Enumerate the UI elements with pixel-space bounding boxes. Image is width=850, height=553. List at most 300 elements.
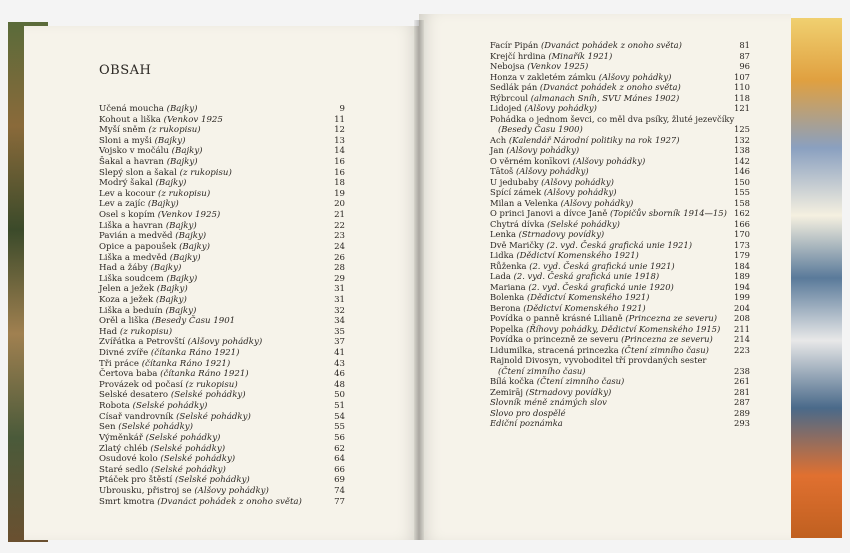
toc-entry-text (99, 348, 239, 359)
toc-entry-title: Lidka (490, 250, 514, 260)
toc-entry (99, 146, 345, 157)
toc-entry-title: Lidojed (490, 103, 522, 113)
toc-entry-title: Učená moucha (99, 104, 164, 114)
toc-entry-text (490, 261, 675, 272)
toc-entry (99, 486, 345, 497)
toc-entry-page: 150 (734, 176, 750, 187)
toc-entry-title: Spící zámek (490, 187, 542, 197)
toc-entry-source: (2. vyd. Česká grafická unie 1921) (546, 239, 692, 250)
toc-entry-page: 208 (734, 313, 750, 323)
toc-entry-source: (almanach Sníh, SVU Mánes 1902) (530, 92, 680, 103)
toc-entry-text (99, 295, 187, 306)
toc-entry (99, 454, 345, 465)
toc-entry-source: (Dvanáct pohádek z onoho světa) (541, 40, 682, 50)
toc-entry-title: Myší sněm (99, 125, 146, 136)
toc-entry-text (490, 156, 645, 167)
toc-entry-text (99, 486, 269, 497)
toc-entry-text (99, 433, 220, 444)
toc-entry-text (490, 51, 612, 62)
toc-entry-source: (Alšovy pohádky) (598, 71, 672, 82)
toc-entry-text (99, 115, 223, 126)
toc-entry-page: 155 (734, 187, 750, 197)
toc-entry (99, 465, 345, 476)
toc-entry (490, 93, 750, 104)
toc-entry-title: Berona (490, 302, 521, 313)
toc-entry-title: Sloni a myši (99, 135, 152, 146)
toc-entry-page: 69 (334, 475, 345, 486)
toc-entry-source: (Alšovy pohádky) (543, 187, 617, 197)
toc-entry-source: (Selské pohádky) (132, 401, 208, 412)
toc-entry (490, 145, 750, 156)
toc-entry (99, 359, 345, 370)
toc-entry (490, 208, 750, 219)
toc-entry (99, 444, 345, 455)
toc-entry-title: Osudové kolo (99, 454, 158, 465)
toc-entry-title: Had (99, 326, 118, 337)
toc-entry-text (99, 327, 172, 338)
toc-entry-text (490, 355, 706, 366)
toc-entry-page: 23 (334, 231, 345, 242)
toc-entry (490, 229, 750, 240)
toc-entry-text (490, 187, 617, 198)
toc-entry-page: 281 (734, 386, 750, 397)
toc-entry (490, 324, 750, 335)
toc-entry-page: 29 (334, 273, 345, 284)
toc-entry-page: 132 (734, 134, 750, 145)
toc-entry-source: (čítanka Ráno 1921) (141, 358, 231, 369)
toc-entry-page: 62 (334, 443, 345, 454)
toc-entry-text (99, 146, 203, 157)
toc-entry-source: (Bajky) (175, 231, 207, 242)
toc-entry-page: 31 (334, 294, 345, 305)
toc-entry-page: 87 (739, 50, 750, 61)
toc-entry-page: 74 (334, 485, 345, 496)
toc-entry (99, 316, 345, 327)
toc-entry-title: Ach (490, 134, 507, 145)
toc-entry (490, 261, 750, 272)
toc-entry-title: Liška a beduín (99, 305, 163, 316)
toc-entry-page: 18 (334, 178, 345, 189)
toc-entry-text (490, 271, 659, 282)
toc-entry-page: 199 (734, 292, 750, 302)
toc-entry-text (99, 231, 206, 242)
toc-entry-text (490, 345, 709, 356)
toc-entry-title: Modrý šakal (99, 178, 153, 189)
toc-entry (99, 412, 345, 423)
toc-entry-source: (Princezna ze severu) (621, 334, 713, 344)
toc-entry-title: Vojsko v močálu (99, 146, 169, 157)
toc-entry-page: 13 (334, 135, 345, 146)
toc-entry-text (99, 306, 196, 317)
toc-entry-title: O věrném konīkovi (490, 155, 570, 166)
toc-entry-page: 173 (734, 239, 750, 250)
toc-entry-title: Bílá kočka (490, 376, 535, 386)
toc-entry-title: Milan a Velenka (490, 197, 558, 208)
toc-entry-title: Orěl a liška (99, 316, 149, 327)
toc-entry (490, 282, 750, 293)
toc-entry-title: Výměnkář (99, 432, 143, 443)
toc-entry-title: O princi Janovi a dívce Janě (490, 208, 608, 218)
toc-entry-text (490, 61, 588, 72)
toc-entry-source: (Bajky) (166, 157, 198, 168)
toc-entry-source: (Alšovy pohádky) (194, 485, 269, 496)
toc-entry-title: Jan (490, 145, 504, 155)
toc-entry (99, 295, 345, 306)
toc-entry-source: (Selské pohádky) (160, 454, 236, 465)
toc-entry (99, 433, 345, 444)
toc-entry (99, 199, 345, 210)
toc-entry (99, 221, 345, 232)
toc-entry-page: 293 (734, 418, 750, 428)
toc-right-list (490, 40, 750, 429)
toc-entry-source: (Besedy Času 1901 (151, 316, 236, 327)
toc-entry-source: (Alšovy pohádky) (560, 197, 634, 208)
toc-entry (490, 51, 750, 62)
toc-entry-text (99, 168, 232, 179)
toc-entry-source: (Venkov 1925 (163, 114, 223, 125)
toc-entry-text (490, 303, 646, 314)
toc-entry-title: Lidumilka, stracená princezka (490, 344, 619, 355)
toc-entry-source: (Dvanáct pohádek z onoho světa) (157, 496, 302, 507)
toc-entry-source: (Dvanáct pohádek z onoho světa) (539, 82, 681, 92)
toc-entry-title: Povídka o panně krásné Lilianě (490, 313, 623, 323)
toc-entry-source: (Bajky) (165, 305, 197, 316)
toc-entry-page: 34 (334, 316, 345, 327)
toc-entry-source: (Bajky) (147, 199, 179, 210)
toc-entry-text (99, 380, 238, 391)
toc-entry-source: (Selské pohádky) (151, 464, 226, 475)
toc-entry-page: 51 (334, 401, 345, 412)
toc-entry (490, 355, 750, 376)
toc-entry (490, 397, 750, 408)
toc-entry-page: 9 (339, 104, 345, 114)
toc-entry-title: Sen (99, 422, 116, 433)
toc-entry-page: 20 (334, 199, 345, 210)
toc-entry-title: Zlatý chléb (99, 443, 148, 454)
toc-entry-title: Opice a papoušek (99, 241, 177, 252)
toc-entry (490, 334, 750, 345)
toc-entry-page: 43 (334, 358, 345, 369)
toc-entry-title: Jelen a ježek (99, 284, 155, 295)
toc-entry-title: Povídka o princezně ze severu (490, 334, 619, 344)
toc-entry-text (490, 166, 589, 177)
toc-entry (490, 387, 750, 398)
toc-entry-source: (Strnadovy povídky) (525, 386, 612, 397)
toc-entry-title: Rýbrcoul (490, 92, 529, 103)
toc-entry-title: Nebojsa (490, 61, 525, 71)
toc-entry-text (490, 93, 679, 104)
toc-entry (490, 292, 750, 303)
toc-entry-page: 158 (734, 197, 750, 208)
toc-entry-title: Robota (99, 401, 130, 412)
toc-entry-title: Had a žáby (99, 263, 148, 274)
toc-entry-title: Popelka (490, 323, 524, 334)
toc-entry-text (490, 313, 717, 324)
toc-entry-source: (Minařík 1921) (548, 50, 613, 61)
toc-entry (99, 348, 345, 359)
toc-entry-page: 121 (734, 103, 750, 113)
toc-entry (99, 125, 345, 136)
toc-entry-title: Zemirāj (490, 386, 523, 397)
toc-entry (99, 497, 345, 508)
toc-entry (490, 303, 750, 314)
toc-entry-text (490, 103, 597, 114)
toc-entry-text (490, 208, 727, 219)
toc-entry-source: (Topičův sborník 1914—15) (609, 208, 727, 218)
toc-entry-title: Zvířátka a Petrovští (99, 337, 185, 348)
toc-entry-source: (Strnadovy povídky) (518, 229, 605, 239)
toc-entry-page: 37 (334, 337, 345, 348)
toc-entry-page: 81 (739, 40, 750, 50)
toc-entry-title: Ptáček pro štěstí (99, 475, 173, 486)
toc-entry-title: Liška a medvěd (99, 252, 167, 263)
toc-entry (99, 327, 345, 338)
toc-entry-title: Rajnold Divosyn, vyvoboditel tří provdaných sester (490, 355, 707, 365)
toc-entry-title: Kohout a liška (99, 114, 161, 125)
toc-entry-title: Šakal a havran (99, 157, 164, 168)
toc-entry-text (99, 284, 188, 295)
toc-entry-title: Liška soudcem (99, 273, 164, 284)
toc-entry (99, 136, 345, 147)
toc-entry-page: 28 (334, 263, 345, 274)
toc-entry (99, 475, 345, 486)
toc-entry-title: Mariana (490, 281, 526, 292)
toc-entry-text (490, 408, 566, 419)
toc-entry-source: (2. vyd. Česká grafická unie 1921) (529, 260, 675, 271)
toc-entry (99, 104, 345, 115)
toc-entry-source: (Bajky) (155, 294, 187, 305)
toc-entry (99, 401, 345, 412)
toc-entry-text (490, 397, 607, 408)
toc-entry-page: 204 (734, 302, 750, 313)
toc-entry-source: (z rukopisu) (185, 379, 238, 390)
toc-entry-page: 146 (734, 166, 750, 176)
toc-entry (490, 114, 750, 135)
toc-entry-source: (Selské pohádky) (145, 432, 221, 443)
toc-entry-text (490, 177, 614, 188)
toc-entry-text (99, 412, 251, 423)
toc-entry-title: Císař vandrovník (99, 411, 174, 422)
toc-entry-source: (Bajky) (150, 263, 182, 274)
toc-entry-text (99, 359, 230, 370)
toc-entry (490, 219, 750, 230)
toc-entry (99, 284, 345, 295)
toc-entry (490, 376, 750, 387)
toc-entry-page: 31 (334, 284, 345, 295)
toc-entry-page: 138 (734, 145, 750, 155)
toc-entry (99, 189, 345, 200)
toc-entry-page: 24 (334, 241, 345, 252)
toc-entry-source: (Bajky) (165, 220, 197, 231)
toc-entry-source: (čítanka Ráno 1921) (150, 348, 240, 359)
toc-entry-source: (Bajky) (166, 104, 198, 114)
toc-entry-title: Liška a havran (99, 220, 164, 231)
toc-entry-source: (Čtení zimního času) (536, 376, 625, 386)
toc-entry (490, 40, 750, 51)
toc-entry (490, 72, 750, 83)
toc-entry-text (99, 125, 201, 136)
toc-entry-source: (Bajky) (169, 252, 201, 263)
toc-entry-text (490, 229, 604, 240)
toc-entry-title: Sedlák pán (490, 82, 538, 92)
toc-entry-title: Lada (490, 271, 511, 281)
toc-entry-text (490, 376, 624, 387)
contents-heading: OBSAH (99, 63, 152, 78)
toc-entry-page: 35 (334, 326, 345, 337)
toc-entry-title: Pavián a medvěd (99, 231, 173, 242)
toc-entry-source: (z rukopisu) (179, 167, 232, 178)
toc-entry-source: (Čtení zimního času) (498, 365, 586, 376)
toc-entry-page: 22 (334, 220, 345, 231)
toc-entry-page: 211 (734, 323, 750, 334)
toc-entry-source: (Princezna ze severu) (625, 313, 718, 323)
toc-entry-source: (Venkov 1925) (157, 210, 221, 221)
toc-entry-source: (čítanka Ráno 1921) (160, 369, 249, 380)
toc-entry-text (490, 72, 671, 83)
toc-entry-page: 16 (334, 157, 345, 168)
toc-entry (99, 306, 345, 317)
toc-entry-text (99, 157, 198, 168)
toc-entry-page: 238 (734, 365, 750, 376)
toc-entry-page: 125 (734, 124, 750, 134)
toc-entry (490, 271, 750, 282)
toc-entry-text (99, 337, 262, 348)
toc-entry-page: 166 (734, 218, 750, 229)
toc-entry-title: Koza a ježek (99, 294, 154, 305)
toc-entry-source: (Bajky) (166, 273, 198, 284)
toc-entry-text (99, 401, 207, 412)
toc-entry-text (99, 221, 197, 232)
toc-entry-page: 110 (734, 82, 750, 92)
toc-entry-page: 77 (334, 496, 345, 507)
toc-entry-source: (Bajky) (179, 241, 210, 252)
toc-entry-text (99, 422, 193, 433)
toc-entry-page: 66 (334, 464, 345, 475)
toc-entry (99, 168, 345, 179)
toc-entry (99, 274, 345, 285)
toc-entry-title: Pohádka o jednom ševci, co měl dva psíky, žluté jezevčíky (490, 113, 735, 124)
toc-entry-text (490, 250, 639, 261)
toc-entry (99, 178, 345, 189)
toc-entry-page: 12 (334, 125, 345, 136)
toc-entry-title: Facír Pipán (490, 40, 539, 50)
toc-entry-page: 287 (734, 397, 750, 407)
toc-entry (99, 337, 345, 348)
toc-entry (490, 82, 750, 93)
toc-entry (490, 345, 750, 356)
toc-entry (99, 390, 345, 401)
toc-entry-page: 21 (334, 210, 345, 221)
toc-entry-title: Divné zvíře (99, 348, 149, 359)
toc-entry-text (99, 189, 210, 200)
toc-entry (490, 166, 750, 177)
toc-entry-text (99, 465, 226, 476)
toc-entry-title: Ubrousku, přistroj se (99, 485, 192, 496)
toc-entry-source: (Selské pohádky) (150, 443, 226, 454)
toc-entry-page: 223 (734, 344, 750, 355)
toc-left-list (99, 104, 345, 507)
toc-entry-page: 64 (334, 454, 345, 465)
toc-entry-text (99, 178, 186, 189)
toc-entry (99, 242, 345, 253)
toc-entry-text (99, 454, 235, 465)
toc-entry-title: Slovo pro dospělé (490, 407, 566, 418)
toc-entry-source: (z rukopisu) (119, 326, 173, 337)
toc-entry-text (99, 253, 201, 264)
toc-entry (99, 253, 345, 264)
toc-entry-source: (Alšovy pohádky) (572, 155, 646, 166)
toc-entry (99, 231, 345, 242)
toc-entry-source: (Selské pohádky) (175, 475, 250, 486)
toc-entry-text (490, 292, 649, 303)
toc-entry-text (99, 263, 181, 274)
toc-entry-text (490, 240, 692, 251)
toc-entry-page: 170 (734, 229, 750, 239)
toc-entry-page: 118 (734, 92, 750, 103)
toc-entry-title: Dvě Maričky (490, 239, 544, 250)
toc-entry-source: (Dědictví Komenského 1921) (516, 250, 639, 260)
toc-entry (490, 408, 750, 419)
toc-entry-source: (Kalendář Národní politiky na rok 1927) (508, 134, 680, 145)
toc-entry-text (490, 82, 681, 93)
toc-entry-page: 96 (739, 61, 750, 71)
toc-entry-source: (2. vyd. Česká grafická unie 1920) (528, 281, 674, 292)
toc-entry-source: (z rukopisu) (157, 188, 211, 199)
toc-entry (99, 263, 345, 274)
toc-entry-text (490, 334, 713, 345)
toc-entry-title: Tři práce (99, 358, 139, 369)
toc-entry-source: (Čtení zimního času) (621, 344, 709, 355)
toc-entry-text (99, 210, 220, 221)
toc-entry-page: 179 (734, 250, 750, 260)
toc-entry-source: (2. vyd. Česká grafická unie 1918) (513, 271, 660, 281)
toc-entry-text (99, 475, 250, 486)
toc-entry (490, 103, 750, 114)
toc-entry-title: Lev a zajíc (99, 199, 146, 210)
toc-entry-page: 261 (734, 376, 750, 386)
toc-entry-source: (Alšovy pohádky) (187, 337, 263, 348)
toc-entry-text (490, 387, 611, 398)
toc-entry-title: U jedubaby (490, 176, 539, 187)
toc-entry-source: (Alšovy pohádky) (515, 166, 589, 176)
toc-entry-title: Honza v zakletém zámku (490, 71, 597, 82)
toc-entry-text (490, 40, 682, 51)
toc-entry-title: Lev a kocour (99, 188, 156, 199)
toc-entry-text (99, 444, 225, 455)
toc-entry-page: 55 (334, 422, 345, 433)
toc-entry-text (490, 418, 563, 429)
toc-entry (490, 198, 750, 209)
toc-entry-title: Smrt kmotra (99, 496, 155, 507)
toc-entry-page: 32 (334, 305, 345, 316)
toc-entry-source: (Bajky) (155, 178, 187, 189)
toc-entry-text (99, 242, 210, 253)
toc-entry-source: (Bajky) (156, 284, 188, 295)
toc-entry-source: (Selské pohádky) (176, 411, 251, 422)
toc-entry-text (99, 497, 302, 508)
toc-entry-page: 56 (334, 432, 345, 443)
toc-entry-page: 48 (334, 379, 345, 390)
toc-entry-title: Slovník méně známých slov (490, 397, 607, 407)
toc-entry-page: 194 (734, 281, 750, 292)
toc-entry-page: 41 (334, 348, 345, 359)
toc-entry-text (99, 316, 235, 327)
toc-entry-text (490, 198, 633, 209)
toc-entry-page: 19 (334, 188, 345, 199)
toc-entry-text (99, 390, 246, 401)
toc-entry (490, 187, 750, 198)
toc-entry-source: (Bajky) (171, 146, 203, 157)
